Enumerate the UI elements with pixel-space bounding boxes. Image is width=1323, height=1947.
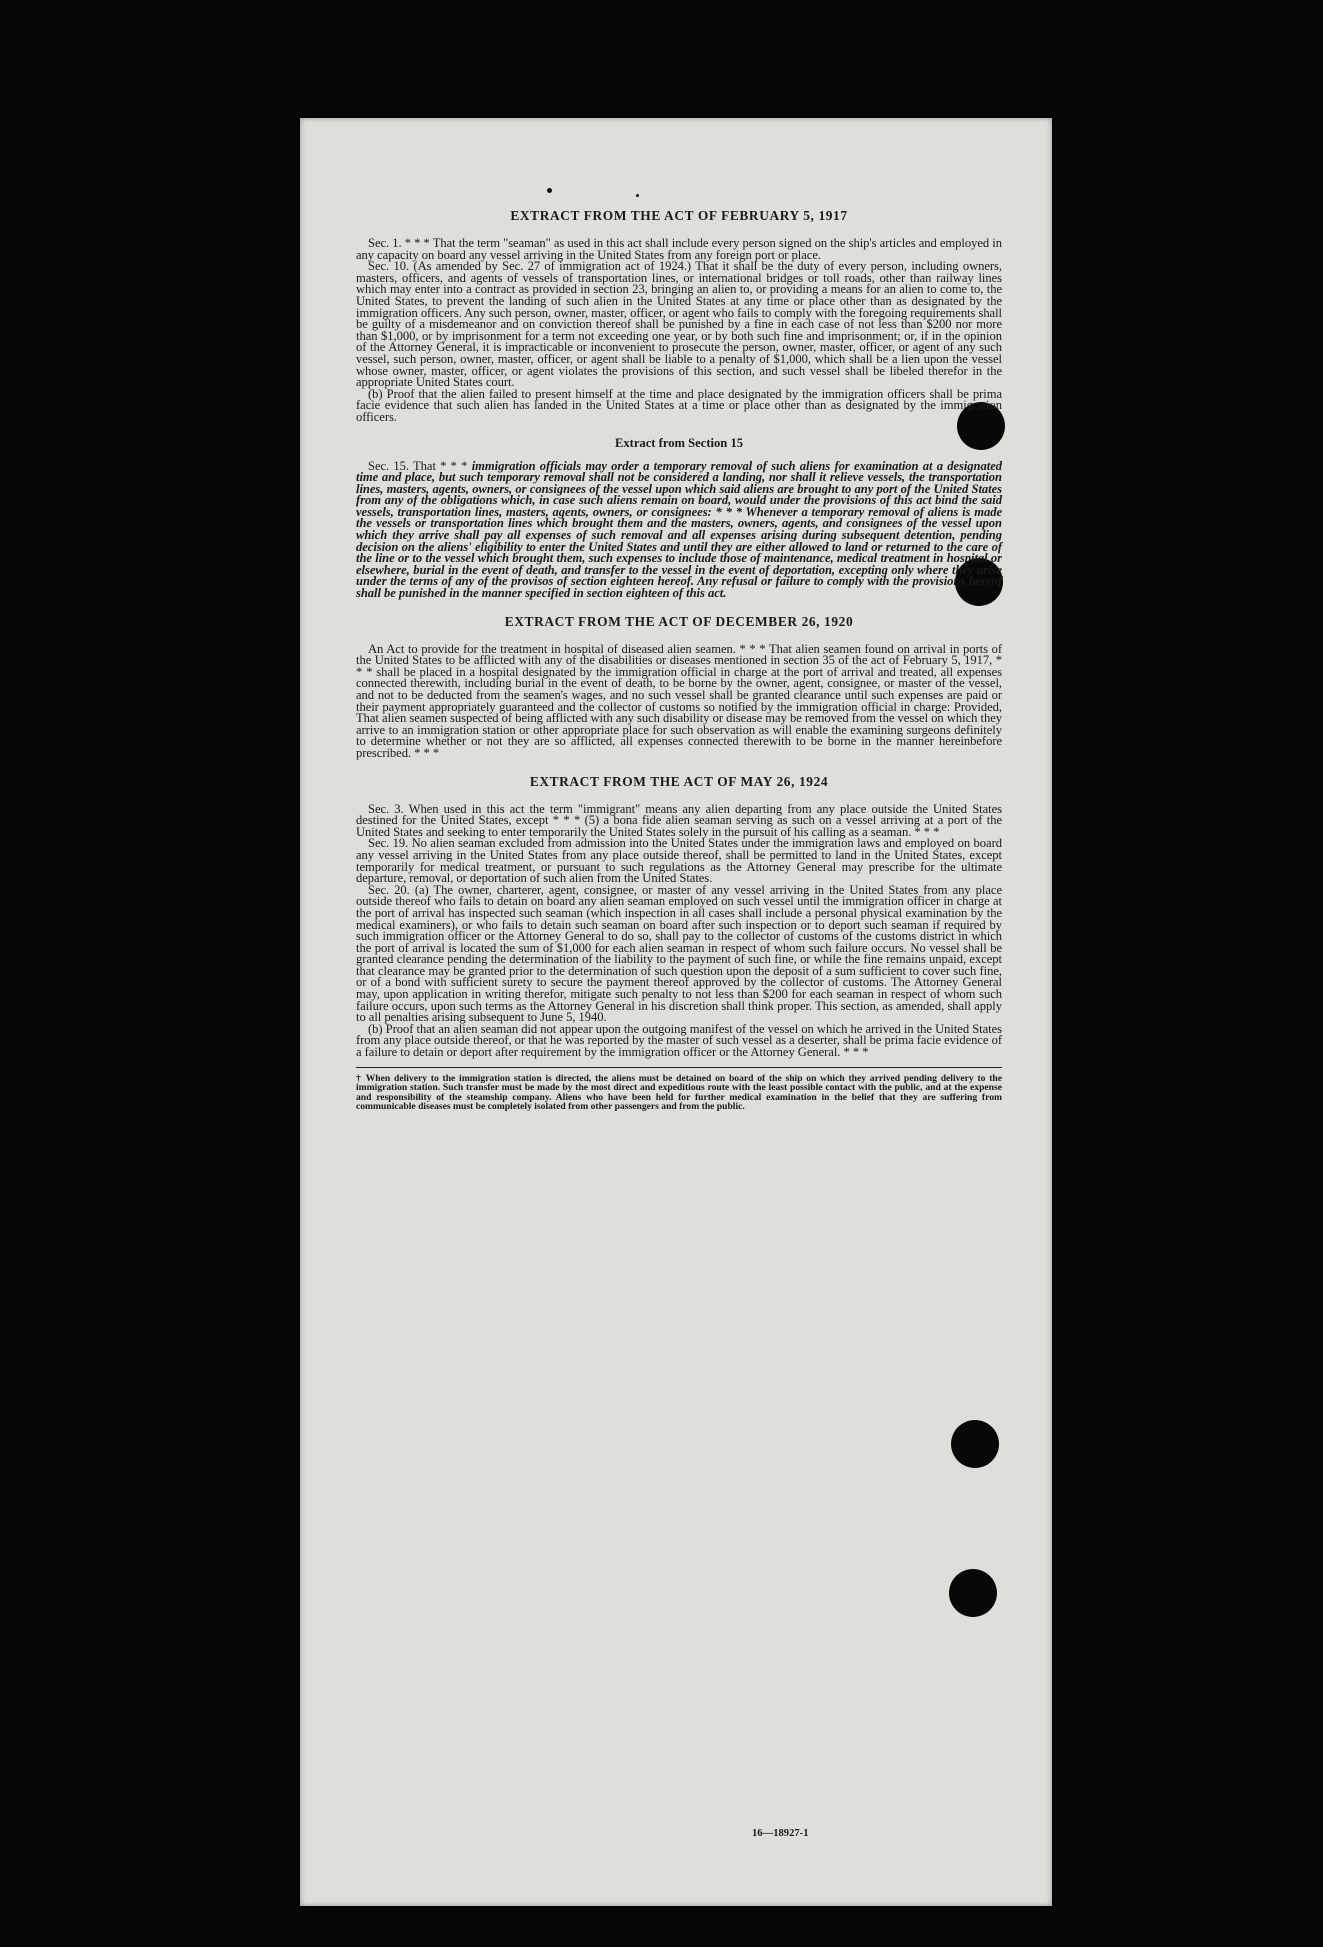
heading-act-1924: EXTRACT FROM THE ACT OF MAY 26, 1924 [529,773,829,789]
section-1-text: Sec. 1. * * * That the term "seaman" as used in this act shall include every person signed on the ship's articles and employed in any capacity on board any vessel arriving in the United States from any foreign port or place. [356,236,1002,262]
section-19-text: Sec. 19. No alien seaman excluded from admission into the United States under the immigration laws and employed on board any vessel arriving in the United States from any place outside thereof, shall be permitted to land in the United States, except temporarily for medical treatment, or pursuant to such regulations as the Attorney General may prescribe for the ultimate departure, removal, or deportation of such alien from the United States. [356,836,1002,886]
section-15-lead: Sec. 15. That * * * [368,458,472,473]
form-number: 16—18927-1 [752,1828,809,1839]
paper-speck [547,188,552,193]
section-15-text [356,458,1002,601]
document-body [356,208,1002,1112]
section-10-text: Sec. 10. (As amended by Sec. 27 of immigration act of 1924.) That it shall be the duty of every person, including owners, masters, officers, and agents of vessels of transportation lines, or international bridges or toll roads, other than railway lines which may enter into a contract as provided in section 23, bringing an alien to, or providing a means for an alien to come to, the United States, to prevent the landing of such alien in the United States at any time or place other than as designated by the immigration officers. Any such person, owner, master, officer, or agent who fails to comply with the foregoing requirements shall be guilty of a misdemeanor and on conviction thereof shall be punished by a fine in each case of not less than $200 nor more than $1,000, or by imprisonment for a term not exceeding one year, or by both such fine and imprisonment; or, if in the opinion of the Attorney General, it is impracticable or inconvenient to prosecute the person, owner, master, officer, or agent of any such vessel, such person, owner, master, officer, or agent shall be liable to a penalty of $1,000, which shall be a lien upon the vessel whose owner, master, officer, or agent violates the provisions of this section, and such vessel shall be libeled therefor in the appropriate United States court. [356,259,1002,390]
footnote-divider [356,1067,1002,1068]
heading-act-1920: EXTRACT FROM THE ACT OF DECEMBER 26, 1920 [504,613,854,629]
subheading-section-15: Extract from Section 15 [614,435,744,450]
section-20-text: Sec. 20. (a) The owner, charterer, agent, consignee, or master of any vessel arriving in the United States from any place outside thereof who fails to detain on board any alien seaman employed on such vessel until the immigration officer in charge at the port of arrival has inspected such seaman (which inspection in all cases shall include a personal physical examination by the medical examiners), or who fails to detain such seaman on board after such inspection or to deport such seaman if required by such immigration officer or the Attorney General to do so, shall pay to the collector of customs of the customs district in which the port of arrival is located the sum of $1,000 for each alien seaman in respect of whom such failure occurs. No vessel shall be granted clearance pending the determination of the liability to the payment of such fine, or while the fine remains unpaid, except that clearance may be granted prior to the determination of such question upon the deposit of a sum sufficient to cover such fine, or of a bond with sufficient surety to secure the payment thereof approved by the collector of customs. The Attorney General may, upon application in writing therefor, mitigate such penalty to not less than $200 for each seaman in respect of whom such failure occurs, upon such terms as the Attorney General in his discretion shall think proper. This section, as amended, shall apply to all penalties arising subsequent to June 5, 1940. [356,882,1002,1025]
footnote: † When delivery to the immigration station is directed, the aliens must be detained on board of the ship on which they arrived pending delivery to the immigration station. Such transfer must be made by the most direct and expeditious route with the least possible contact with the public, and at the expense and responsibility of the steamship company. Aliens who have been held for further medical examination in the belief that they are suffering from communicable diseases must be completely isolated from other passengers and from the public. [356,1072,1002,1113]
section-15-italic: immigration officials may order a temporary removal of such aliens for examination at a designated time and place, but such temporary removal shall not be considered a landing, nor shall it relieve vessels, the transportation lines, masters, agents, owners, or consignees of the vessel upon which said aliens are brought to any port of the United States from any of the obligations which, in case such aliens remain on board, would under the provisions of this act bind the said vessels, transportation lines, masters, agents, owners, or consignees: * * * Whenever a temporary removal of aliens is made the vessels or transportation lines which brought them and the masters, owners, agents, and consignees of the vessel upon which they arrive shall pay all expenses of such removal and all expenses arising during subsequent detention, pending decision on the aliens' eligibility to enter the United States and until they are either allowed to land or returned to the care of the line or to the vessel which brought them, such expenses to include those of maintenance, medical treatment in hospital or elsewhere, burial in the event of death, and transfer to the vessel in the event of deportation, excepting only where they arise under the terms of any of the provisos of section eighteen hereof. Any refusal or failure to comply with the provisions hereof shall be punished in the manner specified in section eighteen of this act. [356,458,1002,601]
heading-act-1917: EXTRACT FROM THE ACT OF FEBRUARY 5, 1917 [510,208,848,223]
section-20b-text: (b) Proof that an alien seaman did not appear upon the outgoing manifest of the vessel on which he arrived in the United States from any place outside thereof, or that he was reported by the master of such vessel as a deserter, shall be prima facie evidence of a failure to detain or deport after requirement by the immigration officer or the Attorney General. * * * [356,1021,1002,1060]
section-3-text: Sec. 3. When used in this act the term "immigrant" means any alien departing from any place outside the United States destined for the United States, except * * * (5) a bona fide alien seaman serving as such on a vessel arriving at a port of the United States and seeking to enter temporarily the United States solely in the pursuit of his calling as a seaman. * * * [356,801,1002,839]
act-1920-text: An Act to provide for the treatment in hospital of diseased alien seamen. * * * That alien seamen found on arrival in ports of the United States to be afflicted with any of the disabilities or diseases mentioned in section 35 of the act of February 5, 1917, * * * shall be placed in a hospital designated by the immigration official in charge at the port of arrival and treated, all expenses connected therewith, including burial in the event of death, to be borne by the owner, agent, consignee, or master of the vessel, and not to be deducted from the seamen's wages, and no such vessel shall be granted clearance until such expenses are paid or their payment appropriately guaranteed and the collector of customs so notified by the immigration official in charge: Provided, That alien seamen suspected of being afflicted with any such disability or disease may be removed from the vessel on which they arrive to an immigration station or other appropriate place for such observation as will enable the examining surgeons definitely to determine whether or not they are so afflicted, all expenses connected therewith to be borne in the manner hereinbefore prescribed. * * * [356,641,1002,760]
section-10b-text: (b) Proof that the alien failed to present himself at the time and place designated by the immigration officers shall be prima facie evidence that such alien has landed in the United States at a time or place other than as designated by the immigration officers. [356,386,1002,424]
paper-speck [636,194,639,197]
document-page [300,118,1052,1906]
punch-hole [951,1420,999,1468]
punch-hole [949,1569,997,1617]
